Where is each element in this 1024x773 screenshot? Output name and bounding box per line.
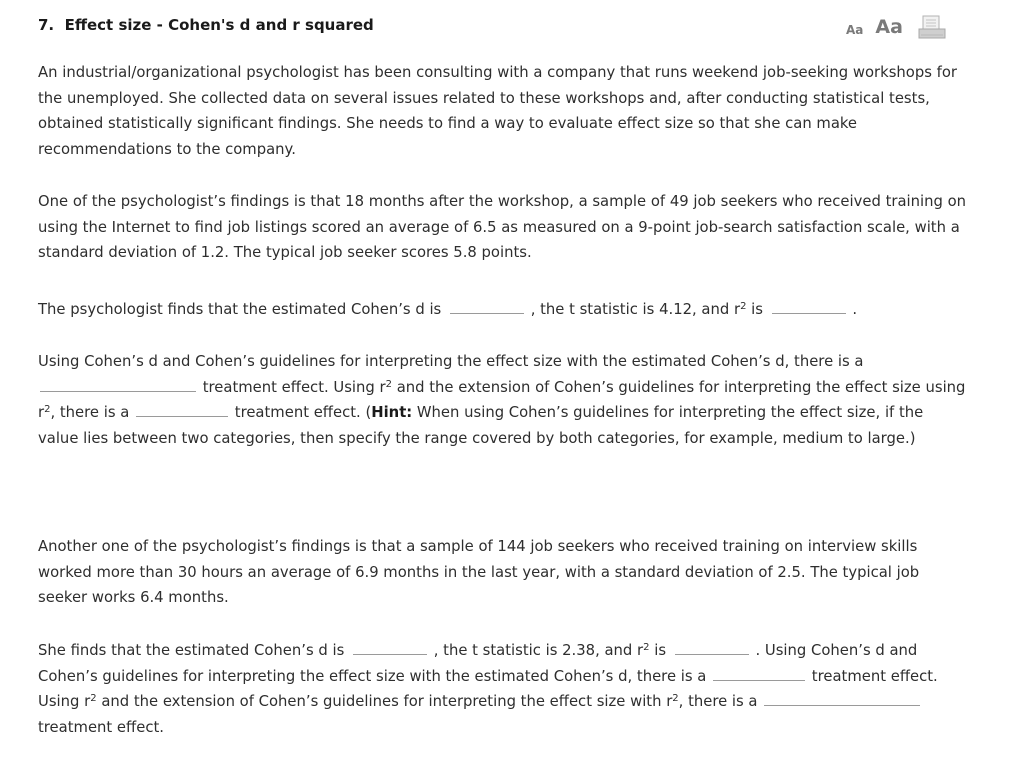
finding-two-text: Another one of the psychologist’s findings is that a sample of 144 job seekers who received training on interview skills worked more than 30 hours an average of 6.9 months in the last year, with a standard deviation of 2.5. The typical job seeker works 6.4 months. [38, 538, 920, 607]
question-title [38, 16, 374, 34]
font-increase-button[interactable]: Aa [875, 16, 903, 38]
r-squared-answer-2[interactable] [675, 640, 749, 655]
question-number: 7. [38, 16, 55, 34]
cohens-d-effect-select-2[interactable] [713, 666, 805, 681]
finding-two-results: She finds that the estimated Cohen’s d is , the t statistic is 2.38, and $r^2$ is . Using Cohen’s d and Cohen’s guidelines for interpreting the effect size with the estimated Cohen’s d, there is a treatment effect. Using $r^2$ and the extension of Cohen’s guidelines for interpreting the effect size with $r^2$, there is a treatment effect. [38, 642, 938, 737]
question-title-text: Effect size - Cohen's d and r squared [64, 16, 374, 34]
finding-one-interpretation: Using Cohen’s d and Cohen’s guidelines for interpreting the effect size with the estimated Cohen’s d, there is a treatment effect. Using $r^2$ and the extension of Cohen’s guidelines for interpreting the effect size using $r^2$, there is a treatment effect. (Hint: When using Cohen’s guidelines for interpreting the effect size, if the value lies between two categories, then specify the range covered by both categories, for example, medium to large.) [38, 353, 966, 448]
finding-one-text: One of the psychologist’s findings is that 18 months after the workshop, a sample of 49 job seekers who received training on using the Internet to find job listings scored an average of 6.5 as measured on a 9-point job-search satisfaction scale, with a standard deviation of 1.2. The typical job seeker scores 5.8 points. [38, 193, 967, 262]
hint-label: Hint: [371, 404, 413, 422]
cohens-d-effect-select-1[interactable] [40, 377, 196, 392]
cohens-d-answer-1[interactable] [450, 299, 524, 314]
r-squared-effect-select-1[interactable] [136, 402, 228, 417]
r-squared-answer-1[interactable] [772, 299, 846, 314]
intro-paragraph [38, 60, 968, 163]
finding-one-paragraph [38, 189, 968, 266]
font-decrease-button[interactable]: Aa [846, 22, 864, 37]
toolbar [846, 14, 947, 40]
finding-one-results: The psychologist finds that the estimated Cohen’s d is , the t statistic is 4.12, and $r^2$ is . [38, 301, 858, 318]
print-icon[interactable] [917, 14, 947, 40]
finding-two-paragraph [38, 534, 968, 611]
cohens-d-answer-2[interactable] [353, 640, 427, 655]
intro-text: An industrial/organizational psychologist has been consulting with a company that runs weekend job-seeking workshops for the unemployed. She collected data on several issues related to these workshops and, after conducting statistical tests, obtained statistically significant findings. She needs to find a way to evaluate effect size so that she can make recommendations to the company. [38, 64, 957, 159]
r-squared-effect-select-2[interactable] [764, 691, 920, 706]
